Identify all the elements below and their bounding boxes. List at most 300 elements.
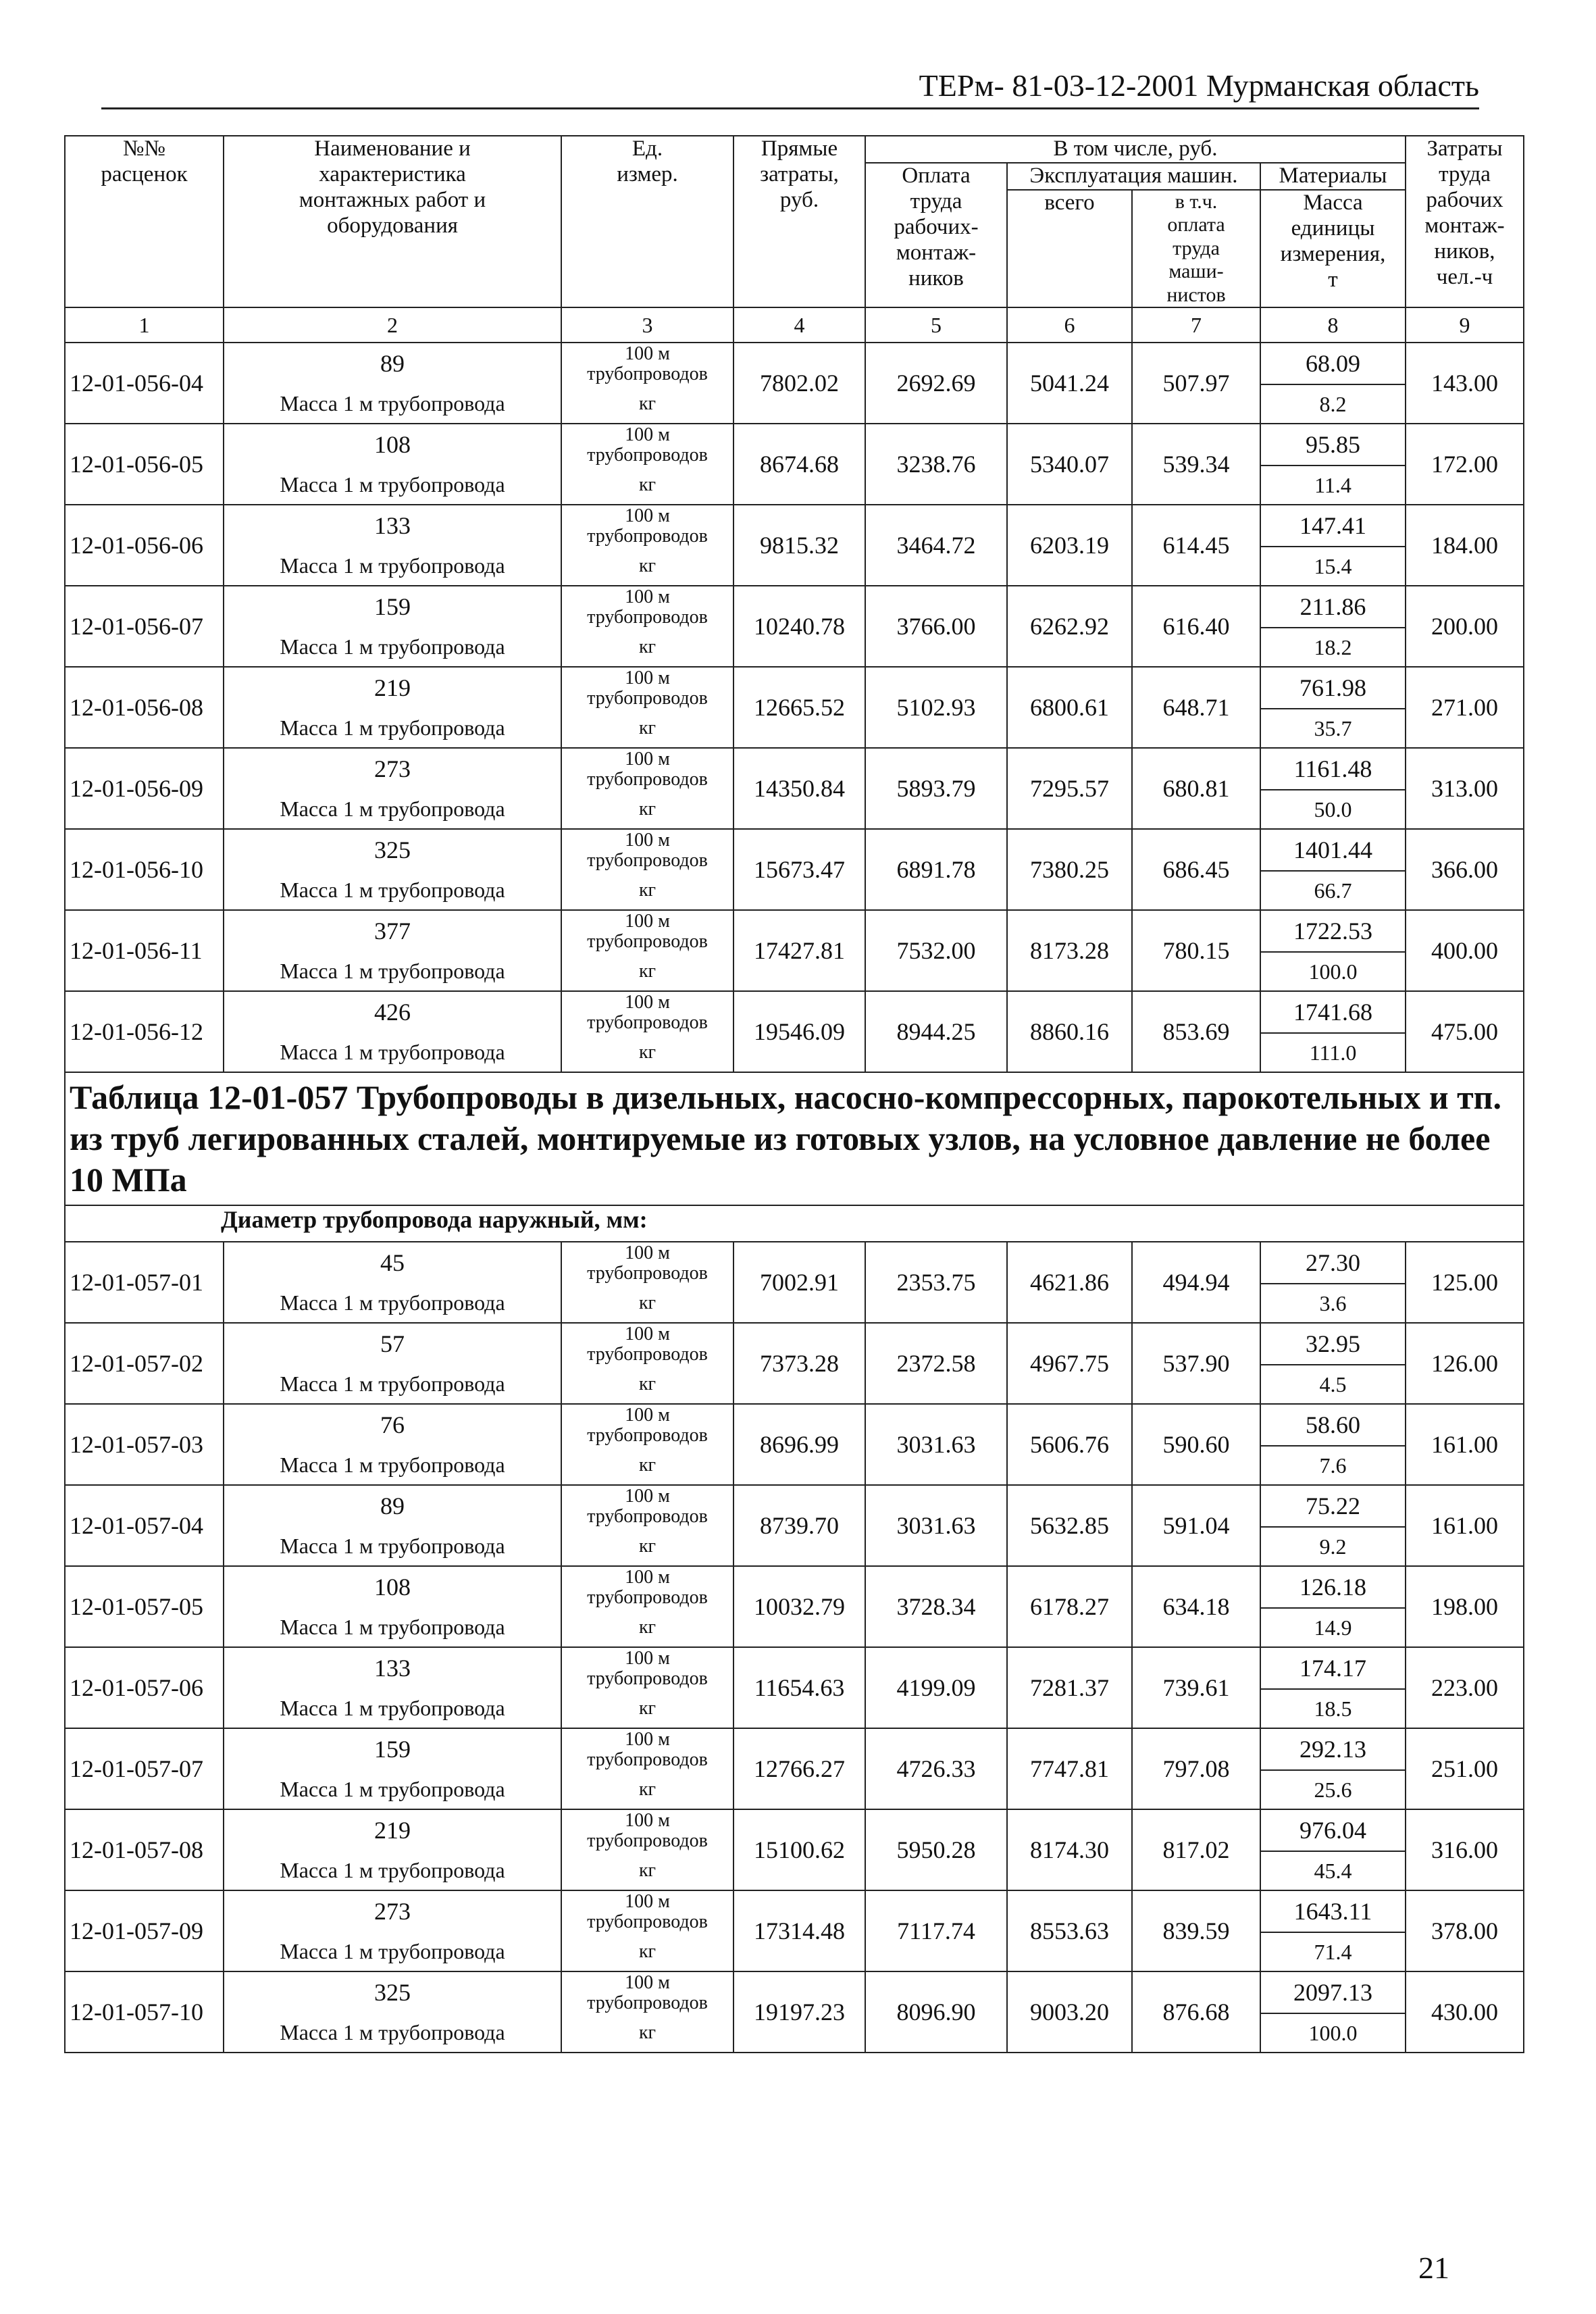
header-line: труда	[910, 188, 962, 213]
machine-operator-pay: 797.08	[1132, 1728, 1260, 1809]
machine-cost: 5606.76	[1007, 1404, 1132, 1485]
mass-label: Масса 1 м трубопровода	[224, 709, 561, 748]
unit-line: 100 м	[625, 1810, 670, 1832]
machine-cost: 5632.85	[1007, 1485, 1132, 1566]
mass-label: Масса 1 м трубопровода	[224, 547, 561, 586]
machine-operator-pay: 839.59	[1132, 1890, 1260, 1971]
labor-pay: 3728.34	[865, 1566, 1007, 1647]
mass-label: Масса 1 м трубопровода	[224, 1365, 561, 1404]
rate-row	[65, 1971, 1524, 2013]
mass-value: 15.4	[1260, 547, 1406, 586]
direct-cost: 17427.81	[733, 910, 865, 991]
materials-cost: 976.04	[1260, 1809, 1406, 1851]
pipe-diameter: 45	[224, 1242, 561, 1284]
rate-code: 12-01-057-10	[65, 1971, 224, 2053]
labor-pay: 6891.78	[865, 829, 1007, 910]
unit-cell	[561, 1728, 733, 1770]
header-line: Прямые	[761, 136, 838, 161]
col-header-materials: Материалы	[1260, 163, 1406, 190]
unit-line: трубопроводов	[587, 1586, 708, 1608]
unit-line: трубопроводов	[587, 525, 708, 547]
materials-cost: 27.30	[1260, 1242, 1406, 1284]
header-line: монтаж-	[1424, 213, 1505, 238]
labor-pay: 5102.93	[865, 667, 1007, 748]
pipe-diameter: 377	[224, 910, 561, 952]
unit-line: трубопроводов	[587, 930, 708, 952]
direct-cost: 8696.99	[733, 1404, 865, 1485]
unit-line: 100 м	[625, 1729, 670, 1751]
rate-row	[65, 748, 1524, 790]
mass-value: 71.4	[1260, 1932, 1406, 1971]
col-number: 1	[65, 307, 224, 343]
rate-code: 12-01-056-05	[65, 424, 224, 505]
labor-pay: 3031.63	[865, 1485, 1007, 1566]
unit-line: 100 м	[625, 505, 670, 527]
rate-code: 12-01-057-03	[65, 1404, 224, 1485]
rate-code: 12-01-056-07	[65, 586, 224, 667]
unit-line: 100 м	[625, 586, 670, 608]
unit-line: 100 м	[625, 749, 670, 770]
mass-value: 8.2	[1260, 384, 1406, 424]
materials-cost: 292.13	[1260, 1728, 1406, 1770]
labor-hours: 126.00	[1406, 1323, 1524, 1404]
labor-hours: 143.00	[1406, 343, 1524, 424]
rate-code: 12-01-057-01	[65, 1242, 224, 1323]
unit-line: трубопроводов	[587, 1505, 708, 1527]
machine-cost: 7380.25	[1007, 829, 1132, 910]
mass-label: Масса 1 м трубопровода	[224, 1770, 561, 1809]
rate-row	[65, 1566, 1524, 1608]
rate-row	[65, 586, 1524, 628]
machine-cost: 9003.20	[1007, 1971, 1132, 2053]
header-line: ников	[908, 266, 964, 291]
mass-label: Масса 1 м трубопровода	[224, 2013, 561, 2053]
pipe-diameter: 108	[224, 1566, 561, 1608]
mass-value: 111.0	[1260, 1033, 1406, 1072]
col-header-machines-pay	[1132, 190, 1260, 308]
mass-label: Масса 1 м трубопровода	[224, 790, 561, 829]
mass-unit: кг	[561, 1770, 733, 1809]
page-number: 21	[1418, 2250, 1449, 2285]
materials-cost: 75.22	[1260, 1485, 1406, 1527]
unit-line: 100 м	[625, 1242, 670, 1264]
machine-operator-pay: 876.68	[1132, 1971, 1260, 2053]
direct-cost: 8739.70	[733, 1485, 865, 1566]
unit-line: трубопроводов	[587, 1992, 708, 2013]
header-line: нистов	[1166, 283, 1226, 306]
col-header-machines-total: всего	[1007, 190, 1132, 308]
header-line: рабочих	[1426, 187, 1503, 212]
unit-cell	[561, 1566, 733, 1608]
labor-hours: 198.00	[1406, 1566, 1524, 1647]
header-line: ников,	[1434, 238, 1495, 263]
rate-code: 12-01-057-06	[65, 1647, 224, 1728]
unit-line: трубопроводов	[587, 687, 708, 709]
col-number: 3	[561, 307, 733, 343]
pipe-diameter: 133	[224, 505, 561, 547]
mass-unit: кг	[561, 1851, 733, 1890]
rate-row	[65, 1323, 1524, 1365]
machine-operator-pay: 634.18	[1132, 1566, 1260, 1647]
col-header-direct	[733, 136, 865, 307]
machine-operator-pay: 539.34	[1132, 424, 1260, 505]
table-title-row	[65, 1072, 1524, 1205]
unit-line: 100 м	[625, 424, 670, 446]
materials-cost: 1161.48	[1260, 748, 1406, 790]
header-line: чел.-ч	[1436, 264, 1493, 289]
unit-line: трубопроводов	[587, 444, 708, 466]
unit-line: 100 м	[625, 911, 670, 932]
unit-cell	[561, 1323, 733, 1365]
rate-code: 12-01-057-09	[65, 1890, 224, 1971]
rate-code: 12-01-056-10	[65, 829, 224, 910]
mass-unit: кг	[561, 1932, 733, 1971]
direct-cost: 7802.02	[733, 343, 865, 424]
labor-pay: 8944.25	[865, 991, 1007, 1072]
machine-operator-pay: 537.90	[1132, 1323, 1260, 1404]
mass-value: 100.0	[1260, 2013, 1406, 2053]
direct-cost: 19546.09	[733, 991, 865, 1072]
unit-cell	[561, 343, 733, 384]
col-header-name	[224, 136, 561, 307]
machine-cost: 6800.61	[1007, 667, 1132, 748]
mass-value: 7.6	[1260, 1446, 1406, 1485]
rate-code: 12-01-056-09	[65, 748, 224, 829]
rate-row	[65, 667, 1524, 709]
direct-cost: 7002.91	[733, 1242, 865, 1323]
unit-line: трубопроводов	[587, 768, 708, 790]
unit-line: трубопроводов	[587, 1911, 708, 1932]
direct-cost: 7373.28	[733, 1323, 865, 1404]
materials-cost: 1401.44	[1260, 829, 1406, 871]
rate-code: 12-01-056-06	[65, 505, 224, 586]
mass-unit: кг	[561, 871, 733, 910]
labor-hours: 430.00	[1406, 1971, 1524, 2053]
header-line: оборудования	[327, 213, 458, 238]
labor-pay: 5893.79	[865, 748, 1007, 829]
unit-line: 100 м	[625, 830, 670, 851]
mass-value: 35.7	[1260, 709, 1406, 748]
mass-unit: кг	[561, 1527, 733, 1566]
labor-pay: 5950.28	[865, 1809, 1007, 1890]
machine-operator-pay: 739.61	[1132, 1647, 1260, 1728]
rate-row	[65, 1728, 1524, 1770]
mass-label: Масса 1 м трубопровода	[224, 1446, 561, 1485]
header-line: единицы	[1291, 216, 1375, 241]
rate-row	[65, 1242, 1524, 1284]
rate-row	[65, 829, 1524, 871]
direct-cost: 14350.84	[733, 748, 865, 829]
materials-cost: 211.86	[1260, 586, 1406, 628]
header-line: в т.ч.	[1175, 190, 1218, 213]
col-number: 9	[1406, 307, 1524, 343]
rate-row	[65, 910, 1524, 952]
machine-operator-pay: 590.60	[1132, 1404, 1260, 1485]
rate-code: 12-01-056-12	[65, 991, 224, 1072]
pipe-diameter: 76	[224, 1404, 561, 1446]
labor-pay: 4199.09	[865, 1647, 1007, 1728]
materials-cost: 32.95	[1260, 1323, 1406, 1365]
pipe-diameter: 273	[224, 1890, 561, 1932]
mass-unit: кг	[561, 790, 733, 829]
mass-value: 3.6	[1260, 1284, 1406, 1323]
machine-cost: 5041.24	[1007, 343, 1132, 424]
mass-label: Масса 1 м трубопровода	[224, 1527, 561, 1566]
unit-cell	[561, 1242, 733, 1284]
labor-pay: 7532.00	[865, 910, 1007, 991]
header-line: монтажных работ и	[299, 187, 486, 212]
header-line: монтаж-	[896, 240, 977, 265]
machine-cost: 7295.57	[1007, 748, 1132, 829]
mass-unit: кг	[561, 709, 733, 748]
labor-hours: 172.00	[1406, 424, 1524, 505]
machine-cost: 4621.86	[1007, 1242, 1132, 1323]
header-line: маши-	[1168, 260, 1224, 283]
materials-cost: 1722.53	[1260, 910, 1406, 952]
pipe-diameter: 219	[224, 1809, 561, 1851]
table-subtitle: Диаметр трубопровода наружный, мм:	[65, 1205, 1524, 1242]
mass-label: Масса 1 м трубопровода	[224, 1608, 561, 1647]
header-line: труда	[1173, 236, 1220, 259]
materials-cost: 1741.68	[1260, 991, 1406, 1033]
col-number: 4	[733, 307, 865, 343]
direct-cost: 9815.32	[733, 505, 865, 586]
direct-cost: 11654.63	[733, 1647, 865, 1728]
machine-cost: 5340.07	[1007, 424, 1132, 505]
unit-cell	[561, 586, 733, 628]
labor-pay: 3238.76	[865, 424, 1007, 505]
machine-operator-pay: 680.81	[1132, 748, 1260, 829]
labor-hours: 378.00	[1406, 1890, 1524, 1971]
machine-cost: 7281.37	[1007, 1647, 1132, 1728]
machine-cost: 8173.28	[1007, 910, 1132, 991]
unit-cell	[561, 1809, 733, 1851]
machine-operator-pay: 591.04	[1132, 1485, 1260, 1566]
labor-pay: 2353.75	[865, 1242, 1007, 1323]
labor-pay: 7117.74	[865, 1890, 1007, 1971]
mass-unit: кг	[561, 1689, 733, 1728]
materials-cost: 1643.11	[1260, 1890, 1406, 1932]
unit-cell	[561, 1485, 733, 1527]
header-line: руб.	[779, 187, 819, 212]
mass-label: Масса 1 м трубопровода	[224, 952, 561, 991]
unit-cell	[561, 667, 733, 709]
materials-cost: 126.18	[1260, 1566, 1406, 1608]
header-line: труда	[1439, 161, 1491, 186]
materials-cost: 147.41	[1260, 505, 1406, 547]
unit-line: 100 м	[625, 343, 670, 365]
mass-value: 14.9	[1260, 1608, 1406, 1647]
col-header-incl: В том числе, руб.	[865, 136, 1406, 163]
unit-line: трубопроводов	[587, 1011, 708, 1033]
mass-label: Масса 1 м трубопровода	[224, 628, 561, 667]
rate-code: 12-01-057-05	[65, 1566, 224, 1647]
mass-unit: кг	[561, 384, 733, 424]
header-line: Затраты	[1426, 136, 1503, 161]
header-line: т	[1328, 267, 1338, 292]
labor-hours: 161.00	[1406, 1485, 1524, 1566]
col-number: 5	[865, 307, 1007, 343]
pipe-diameter: 273	[224, 748, 561, 790]
unit-line: трубопроводов	[587, 606, 708, 628]
col-header-mass	[1260, 190, 1406, 308]
col-number: 6	[1007, 307, 1132, 343]
mass-unit: кг	[561, 466, 733, 505]
rate-row	[65, 343, 1524, 384]
labor-hours: 223.00	[1406, 1647, 1524, 1728]
machine-operator-pay: 616.40	[1132, 586, 1260, 667]
header-line: расценок	[101, 161, 188, 186]
pipe-diameter: 108	[224, 424, 561, 466]
unit-line: 100 м	[625, 1486, 670, 1507]
pipe-diameter: 57	[224, 1323, 561, 1365]
unit-line: 100 м	[625, 1567, 670, 1588]
unit-cell	[561, 1890, 733, 1932]
mass-value: 9.2	[1260, 1527, 1406, 1566]
rate-code: 12-01-056-04	[65, 343, 224, 424]
materials-cost: 58.60	[1260, 1404, 1406, 1446]
unit-cell	[561, 424, 733, 466]
mass-value: 100.0	[1260, 952, 1406, 991]
unit-line: трубопроводов	[587, 1667, 708, 1689]
header-line: Ед.	[632, 136, 663, 161]
labor-pay: 3464.72	[865, 505, 1007, 586]
pipe-diameter: 325	[224, 829, 561, 871]
pipe-diameter: 89	[224, 1485, 561, 1527]
mass-value: 45.4	[1260, 1851, 1406, 1890]
machine-operator-pay: 853.69	[1132, 991, 1260, 1072]
mass-value: 18.5	[1260, 1689, 1406, 1728]
mass-label: Масса 1 м трубопровода	[224, 1851, 561, 1890]
mass-unit: кг	[561, 1365, 733, 1404]
labor-hours: 316.00	[1406, 1809, 1524, 1890]
pipe-diameter: 325	[224, 1971, 561, 2013]
col-header-code	[65, 136, 224, 307]
machine-operator-pay: 494.94	[1132, 1242, 1260, 1323]
unit-cell	[561, 829, 733, 871]
rate-row	[65, 1647, 1524, 1689]
labor-hours: 161.00	[1406, 1404, 1524, 1485]
machine-cost: 6178.27	[1007, 1566, 1132, 1647]
unit-line: 100 м	[625, 992, 670, 1013]
pipe-diameter: 159	[224, 1728, 561, 1770]
rate-row	[65, 991, 1524, 1033]
unit-cell	[561, 910, 733, 952]
labor-hours: 366.00	[1406, 829, 1524, 910]
header-line: Масса	[1303, 190, 1363, 215]
unit-line: трубопроводов	[587, 849, 708, 871]
machine-cost: 8553.63	[1007, 1890, 1132, 1971]
rate-code: 12-01-056-08	[65, 667, 224, 748]
materials-cost: 174.17	[1260, 1647, 1406, 1689]
direct-cost: 10032.79	[733, 1566, 865, 1647]
unit-cell	[561, 1404, 733, 1446]
machine-operator-pay: 648.71	[1132, 667, 1260, 748]
col-number: 8	[1260, 307, 1406, 343]
labor-pay: 2372.58	[865, 1323, 1007, 1404]
direct-cost: 15100.62	[733, 1809, 865, 1890]
pipe-diameter: 133	[224, 1647, 561, 1689]
rate-code: 12-01-057-02	[65, 1323, 224, 1404]
unit-cell	[561, 991, 733, 1033]
machine-cost: 7747.81	[1007, 1728, 1132, 1809]
materials-cost: 2097.13	[1260, 1971, 1406, 2013]
col-number: 7	[1132, 307, 1260, 343]
direct-cost: 12665.52	[733, 667, 865, 748]
machine-cost: 6203.19	[1007, 505, 1132, 586]
unit-cell	[561, 505, 733, 547]
header-line: затраты,	[760, 161, 839, 186]
mass-unit: кг	[561, 628, 733, 667]
subtitle-row	[65, 1205, 1524, 1242]
rate-row	[65, 1485, 1524, 1527]
mass-value: 25.6	[1260, 1770, 1406, 1809]
unit-line: 100 м	[625, 1972, 670, 1994]
mass-value: 11.4	[1260, 466, 1406, 505]
header-line: измерения,	[1280, 241, 1386, 266]
unit-line: трубопроводов	[587, 1262, 708, 1284]
unit-line: трубопроводов	[587, 363, 708, 384]
pipe-diameter: 219	[224, 667, 561, 709]
materials-cost: 761.98	[1260, 667, 1406, 709]
mass-value: 50.0	[1260, 790, 1406, 829]
col-header-labor	[1406, 136, 1524, 307]
machine-operator-pay: 686.45	[1132, 829, 1260, 910]
direct-cost: 12766.27	[733, 1728, 865, 1809]
page-header: ТЕРм- 81-03-12-2001 Мурманская область	[101, 68, 1479, 109]
labor-hours: 184.00	[1406, 505, 1524, 586]
rate-row	[65, 1809, 1524, 1851]
machine-cost: 8174.30	[1007, 1809, 1132, 1890]
header-line: рабочих-	[894, 214, 979, 239]
labor-hours: 313.00	[1406, 748, 1524, 829]
mass-value: 4.5	[1260, 1365, 1406, 1404]
labor-pay: 4726.33	[865, 1728, 1007, 1809]
mass-value: 18.2	[1260, 628, 1406, 667]
labor-hours: 251.00	[1406, 1728, 1524, 1809]
unit-line: трубопроводов	[587, 1830, 708, 1851]
labor-hours: 475.00	[1406, 991, 1524, 1072]
mass-label: Масса 1 м трубопровода	[224, 871, 561, 910]
rates-table	[64, 135, 1524, 2053]
unit-line: трубопроводов	[587, 1424, 708, 1446]
labor-pay: 8096.90	[865, 1971, 1007, 2053]
machine-operator-pay: 614.45	[1132, 505, 1260, 586]
mass-label: Масса 1 м трубопровода	[224, 384, 561, 424]
direct-cost: 8674.68	[733, 424, 865, 505]
header-line: оплата	[1167, 213, 1225, 236]
materials-cost: 68.09	[1260, 343, 1406, 384]
mass-label: Масса 1 м трубопровода	[224, 1284, 561, 1323]
unit-cell	[561, 1647, 733, 1689]
unit-line: 100 м	[625, 668, 670, 689]
direct-cost: 17314.48	[733, 1890, 865, 1971]
mass-unit: кг	[561, 1446, 733, 1485]
table-title: Таблица 12-01-057 Трубопроводы в дизельных, насосно-компрессорных, парокотельных и тп. из труб легированных сталей, монтируемые из готовых узлов, на условное давление не более 10 МПа	[65, 1072, 1524, 1205]
rate-row	[65, 1890, 1524, 1932]
labor-hours: 125.00	[1406, 1242, 1524, 1323]
materials-cost: 95.85	[1260, 424, 1406, 466]
header-line: Наименование и	[314, 136, 471, 161]
header-line: Оплата	[902, 163, 971, 188]
mass-unit: кг	[561, 1608, 733, 1647]
unit-line: трубопроводов	[587, 1343, 708, 1365]
mass-unit: кг	[561, 1033, 733, 1072]
direct-cost: 19197.23	[733, 1971, 865, 2053]
unit-line: 100 м	[625, 1324, 670, 1345]
labor-hours: 200.00	[1406, 586, 1524, 667]
col-header-labor-pay	[865, 163, 1007, 307]
